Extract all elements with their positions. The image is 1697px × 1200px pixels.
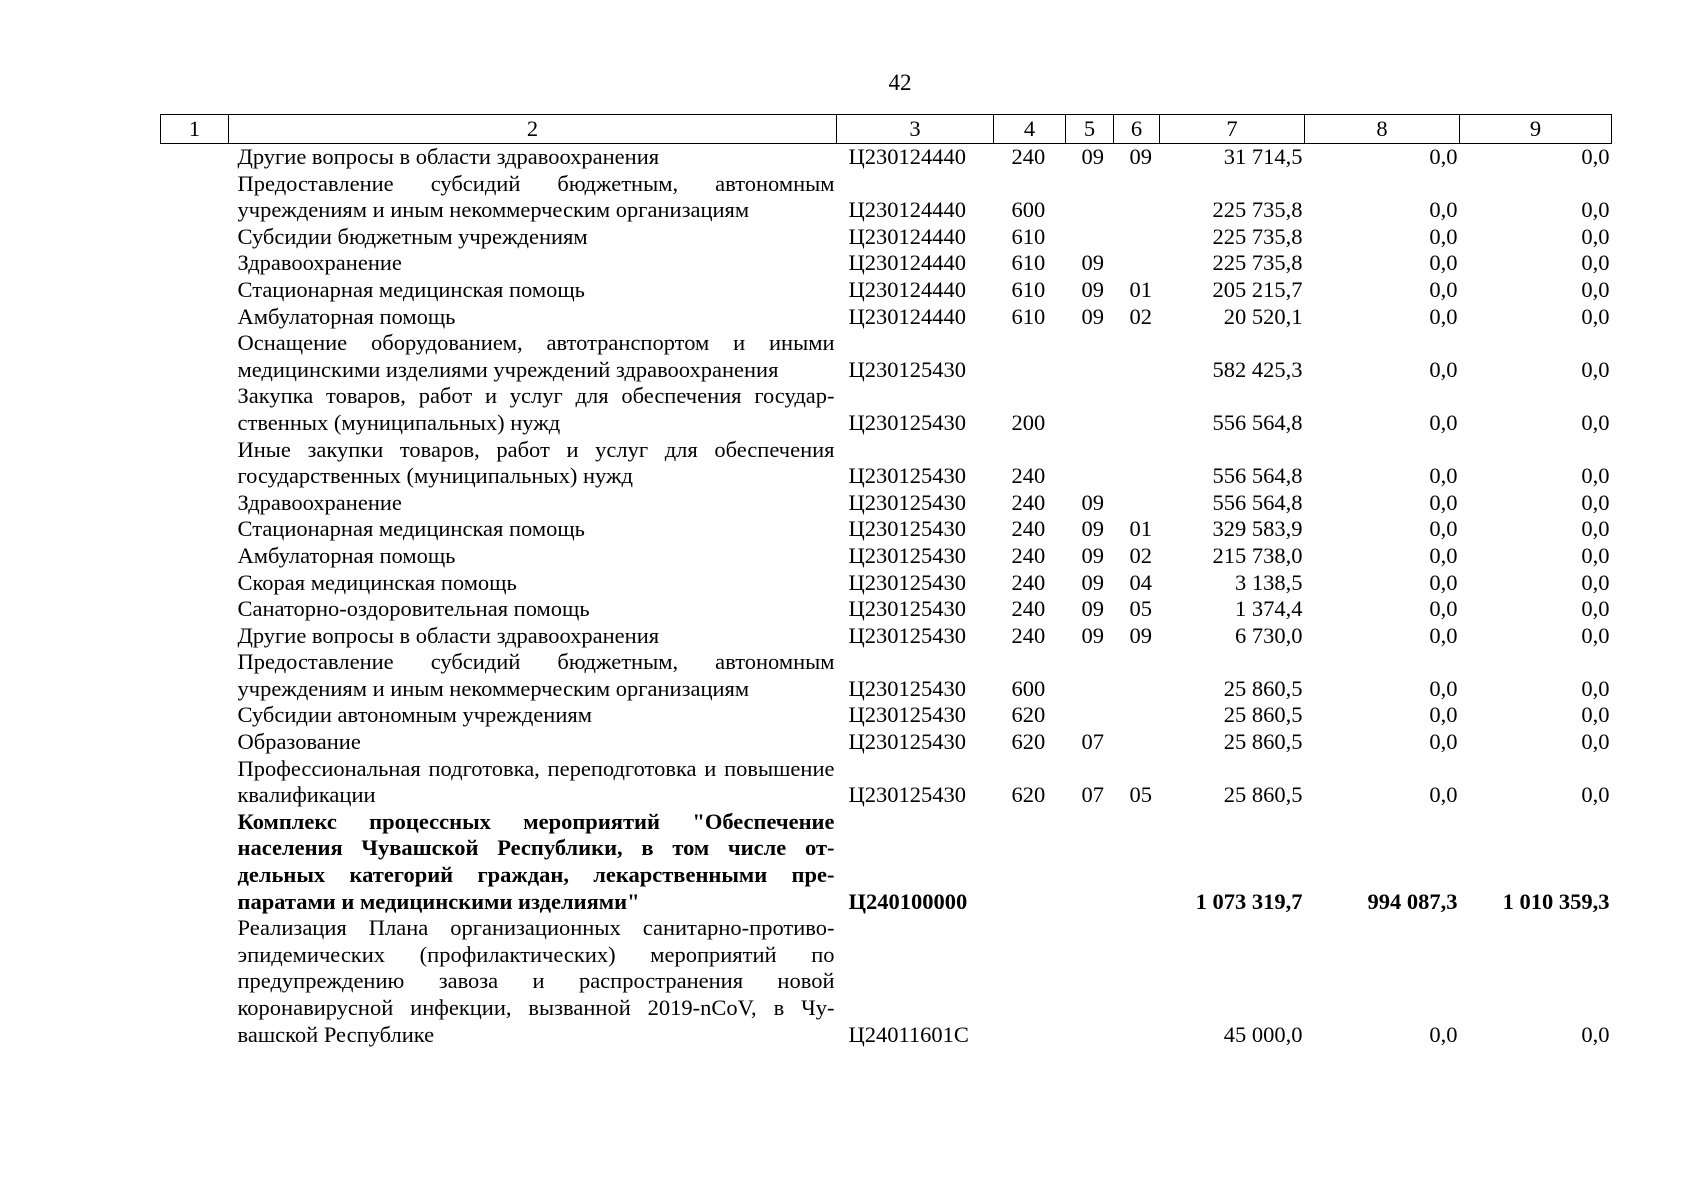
row-number-cell <box>161 649 229 702</box>
row-subsection <box>1114 649 1160 702</box>
row-value-3: 0,0 <box>1581 542 1610 568</box>
row-section: 09 <box>1081 622 1104 648</box>
row-value-2: 0,0 <box>1429 489 1458 515</box>
row-subsection: 01 <box>1129 516 1152 542</box>
row-value-1: 215 738,0 <box>1212 542 1303 568</box>
row-group <box>994 915 1066 1048</box>
row-value-2: 0,0 <box>1429 542 1458 568</box>
row-group: 200 <box>1011 409 1046 435</box>
row-value-2: 0,0 <box>1429 356 1458 382</box>
row-group: 610 <box>1011 250 1046 276</box>
table-row <box>161 171 1612 224</box>
row-value-1: 329 583,9 <box>1212 516 1303 542</box>
table-row <box>161 729 1612 756</box>
table-row <box>161 330 1612 383</box>
row-value-3: 0,0 <box>1581 516 1610 542</box>
row-value-3: 0,0 <box>1581 463 1610 489</box>
row-number-cell <box>161 702 229 729</box>
column-header: 9 <box>1460 115 1612 144</box>
row-name: Закупка товаров, работ и услуг для обеспечения государственных (муниципальных) нужд <box>237 383 835 435</box>
row-group: 240 <box>1011 596 1046 622</box>
table-row <box>161 224 1612 251</box>
row-code: Ц230124440 <box>848 303 966 329</box>
row-number-cell <box>161 224 229 251</box>
row-name: Санаторно-оздоровительная помощь <box>237 596 590 622</box>
row-group: 240 <box>1011 542 1046 568</box>
row-name: Иные закупки товаров, работ и услуг для обеспечения государственных (муниципальных) нужд <box>237 436 835 489</box>
row-subsection <box>1114 702 1160 729</box>
row-section: 09 <box>1081 303 1104 329</box>
row-section: 09 <box>1081 516 1104 542</box>
row-value-2: 0,0 <box>1429 782 1458 808</box>
row-name: Реализация Плана организационных санитарно-противо-эпидемических (профилактических) мероприятий по предупреждению завоза и распространения новой коронавирусной инфекции, вызванной 2019-nCoV, в Чувашской Республике <box>237 915 835 1047</box>
row-value-2: 0,0 <box>1429 463 1458 489</box>
row-value-2: 0,0 <box>1429 276 1458 302</box>
row-number-cell <box>161 570 229 597</box>
row-number-cell <box>161 304 229 331</box>
row-number-cell <box>161 729 229 756</box>
row-number-cell <box>161 809 229 915</box>
row-value-2: 0,0 <box>1429 144 1458 169</box>
row-value-3: 0,0 <box>1581 782 1610 808</box>
column-header: 2 <box>229 115 837 144</box>
row-value-3: 0,0 <box>1581 197 1610 223</box>
row-value-3: 0,0 <box>1581 622 1610 648</box>
row-value-2: 0,0 <box>1429 197 1458 223</box>
column-header: 7 <box>1160 115 1305 144</box>
row-value-2: 0,0 <box>1429 303 1458 329</box>
row-number-cell <box>161 330 229 383</box>
table-row <box>161 490 1612 517</box>
row-subsection <box>1114 171 1160 224</box>
row-subsection: 05 <box>1129 596 1152 622</box>
row-code: Ц230125430 <box>848 702 966 728</box>
row-subsection <box>1114 915 1160 1048</box>
row-number-cell <box>161 144 229 171</box>
row-group: 240 <box>1011 463 1046 489</box>
row-value-1: 582 425,3 <box>1212 356 1303 382</box>
row-section: 09 <box>1081 250 1104 276</box>
row-section <box>1066 224 1114 251</box>
row-value-1: 25 860,5 <box>1223 675 1303 701</box>
row-value-3: 0,0 <box>1581 596 1610 622</box>
row-section: 09 <box>1081 144 1104 169</box>
row-code: Ц230125430 <box>848 489 966 515</box>
column-header: 4 <box>994 115 1066 144</box>
row-subsection: 09 <box>1129 144 1152 169</box>
row-name: Образование <box>237 729 361 755</box>
row-value-2: 0,0 <box>1429 596 1458 622</box>
row-value-1: 6 730,0 <box>1235 622 1303 648</box>
table-row <box>161 543 1612 570</box>
row-name: Комплекс процессных мероприятий "Обеспечение населения Чувашской Республики, в том числе отдельных категорий граждан, лекарственными препаратами и медицинскими изделиями" <box>237 808 835 914</box>
row-section <box>1066 649 1114 702</box>
row-code: Ц230125430 <box>848 542 966 568</box>
row-value-1: 25 860,5 <box>1223 782 1303 808</box>
row-group <box>994 809 1066 915</box>
row-value-2: 0,0 <box>1429 409 1458 435</box>
row-group: 600 <box>1011 675 1046 701</box>
row-section <box>1066 809 1114 915</box>
row-subsection <box>1114 729 1160 756</box>
row-value-2: 0,0 <box>1429 250 1458 276</box>
row-value-1: 225 735,8 <box>1212 223 1303 249</box>
row-name: Субсидии автономным учреждениям <box>237 702 592 728</box>
row-value-3: 0,0 <box>1581 569 1610 595</box>
row-group: 620 <box>1011 702 1046 728</box>
row-section: 09 <box>1081 542 1104 568</box>
row-code: Ц240100000 <box>848 888 968 914</box>
row-value-2: 0,0 <box>1429 1021 1458 1047</box>
row-section: 07 <box>1081 729 1104 755</box>
row-name: Здравоохранение <box>237 250 402 276</box>
row-code: Ц230125430 <box>848 622 966 648</box>
row-value-3: 0,0 <box>1581 409 1610 435</box>
row-subsection <box>1114 330 1160 383</box>
row-name: Другие вопросы в области здравоохранения <box>237 144 660 169</box>
row-code: Ц230124440 <box>848 197 966 223</box>
row-value-1: 25 860,5 <box>1223 729 1303 755</box>
row-number-cell <box>161 543 229 570</box>
row-code: Ц230125430 <box>848 729 966 755</box>
row-value-1: 556 564,8 <box>1212 409 1303 435</box>
row-subsection <box>1114 224 1160 251</box>
table-row <box>161 383 1612 436</box>
row-value-1: 20 520,1 <box>1223 303 1303 329</box>
row-group: 610 <box>1011 303 1046 329</box>
row-value-3: 0,0 <box>1581 356 1610 382</box>
row-number-cell <box>161 915 229 1048</box>
row-name: Здравоохранение <box>237 489 402 515</box>
row-value-3: 1 010 359,3 <box>1502 888 1610 914</box>
row-value-1: 31 714,5 <box>1223 144 1303 169</box>
row-group: 240 <box>1011 489 1046 515</box>
row-name: Стационарная медицинская помощь <box>237 516 585 542</box>
row-group: 620 <box>1011 782 1046 808</box>
row-name: Профессиональная подготовка, переподготовка и повышение квалификации <box>237 755 835 808</box>
column-header: 5 <box>1066 115 1114 144</box>
row-subsection: 01 <box>1129 276 1152 302</box>
row-number-cell <box>161 437 229 490</box>
row-value-2: 0,0 <box>1429 516 1458 542</box>
table-row <box>161 596 1612 623</box>
row-code: Ц230124440 <box>848 223 966 249</box>
row-number-cell <box>161 596 229 623</box>
row-group <box>994 330 1066 383</box>
row-value-3: 0,0 <box>1581 702 1610 728</box>
row-group: 240 <box>1011 569 1046 595</box>
column-number-row <box>161 115 1612 144</box>
table-row <box>161 570 1612 597</box>
row-subsection: 09 <box>1129 622 1152 648</box>
row-section: 09 <box>1081 276 1104 302</box>
row-number-cell <box>161 277 229 304</box>
row-code: Ц230124440 <box>848 144 966 169</box>
table-row <box>161 915 1612 1048</box>
row-section <box>1066 915 1114 1048</box>
table-row <box>161 702 1612 729</box>
row-code: Ц230124440 <box>848 276 966 302</box>
row-name: Предоставление субсидий бюджетным, автономным учреждениям и иным некоммерческим организациям <box>237 649 835 701</box>
row-code: Ц230125430 <box>848 356 966 382</box>
table-row <box>161 756 1612 809</box>
row-value-1: 556 564,8 <box>1212 489 1303 515</box>
row-value-3: 0,0 <box>1581 1021 1610 1047</box>
row-number-cell <box>161 383 229 436</box>
row-value-2: 0,0 <box>1429 622 1458 648</box>
row-name: Субсидии бюджетным учреждениям <box>237 223 588 249</box>
row-value-1: 25 860,5 <box>1223 702 1303 728</box>
row-group: 620 <box>1011 729 1046 755</box>
row-group: 600 <box>1011 197 1046 223</box>
table-row <box>161 304 1612 331</box>
row-value-1: 225 735,8 <box>1212 197 1303 223</box>
row-subsection <box>1114 809 1160 915</box>
row-group: 240 <box>1011 144 1046 169</box>
row-subsection: 05 <box>1129 782 1152 808</box>
table-row <box>161 277 1612 304</box>
row-name: Амбулаторная помощь <box>237 303 456 329</box>
row-value-3: 0,0 <box>1581 489 1610 515</box>
row-value-1: 1 374,4 <box>1235 596 1303 622</box>
row-section <box>1066 383 1114 436</box>
table-row <box>161 516 1612 543</box>
row-section: 09 <box>1081 569 1104 595</box>
row-name: Предоставление субсидий бюджетным, автономным учреждениям и иным некоммерческим организациям <box>237 170 835 223</box>
row-group: 240 <box>1011 622 1046 648</box>
table-body <box>161 144 1612 1049</box>
row-section: 07 <box>1081 782 1104 808</box>
row-number-cell <box>161 171 229 224</box>
row-code: Ц230125430 <box>848 782 966 808</box>
row-subsection: 02 <box>1129 303 1152 329</box>
row-code: Ц230125430 <box>848 463 966 489</box>
row-value-3: 0,0 <box>1581 276 1610 302</box>
row-code: Ц230125430 <box>848 569 966 595</box>
column-header: 8 <box>1305 115 1460 144</box>
row-number-cell <box>161 490 229 517</box>
row-value-1: 556 564,8 <box>1212 463 1303 489</box>
table-row <box>161 144 1612 171</box>
row-subsection <box>1114 383 1160 436</box>
row-code: Ц230125430 <box>848 516 966 542</box>
row-code: Ц230125430 <box>848 409 966 435</box>
row-name: Другие вопросы в области здравоохранения <box>237 622 660 648</box>
row-section <box>1066 437 1114 490</box>
row-value-3: 0,0 <box>1581 729 1610 755</box>
row-code: Ц230125430 <box>848 675 966 701</box>
row-number-cell <box>161 516 229 543</box>
row-value-1: 3 138,5 <box>1235 569 1303 595</box>
column-header: 1 <box>161 115 229 144</box>
row-value-2: 994 087,3 <box>1367 888 1458 914</box>
row-subsection <box>1114 490 1160 517</box>
row-name: Стационарная медицинская помощь <box>237 276 585 302</box>
row-code: Ц230124440 <box>848 250 966 276</box>
row-value-2: 0,0 <box>1429 569 1458 595</box>
row-section: 09 <box>1081 596 1104 622</box>
row-subsection <box>1114 250 1160 277</box>
table-row <box>161 649 1612 702</box>
row-value-3: 0,0 <box>1581 250 1610 276</box>
row-group: 240 <box>1011 516 1046 542</box>
table-row <box>161 623 1612 650</box>
row-group: 610 <box>1011 276 1046 302</box>
row-value-1: 45 000,0 <box>1223 1021 1303 1047</box>
row-value-3: 0,0 <box>1581 223 1610 249</box>
row-group: 610 <box>1011 223 1046 249</box>
row-value-2: 0,0 <box>1429 223 1458 249</box>
page-number: 42 <box>888 70 912 95</box>
row-value-3: 0,0 <box>1581 144 1610 169</box>
row-value-3: 0,0 <box>1581 303 1610 329</box>
row-section <box>1066 702 1114 729</box>
row-number-cell <box>161 756 229 809</box>
row-name: Скорая медицинская помощь <box>237 569 517 595</box>
row-name: Амбулаторная помощь <box>237 542 456 568</box>
row-value-3: 0,0 <box>1581 675 1610 701</box>
row-number-cell <box>161 623 229 650</box>
table-row <box>161 250 1612 277</box>
column-header: 3 <box>837 115 994 144</box>
row-code: Ц24011601С <box>848 1021 969 1047</box>
row-value-2: 0,0 <box>1429 729 1458 755</box>
row-value-2: 0,0 <box>1429 702 1458 728</box>
row-value-1: 205 215,7 <box>1212 276 1303 302</box>
table-row <box>161 809 1612 915</box>
row-subsection <box>1114 437 1160 490</box>
budget-table <box>160 114 1612 1048</box>
table-row <box>161 437 1612 490</box>
column-header: 6 <box>1114 115 1160 144</box>
row-value-2: 0,0 <box>1429 675 1458 701</box>
row-subsection: 02 <box>1129 542 1152 568</box>
row-name: Оснащение оборудованием, автотранспортом и иными медицинскими изделиями учреждений здравоохранения <box>237 330 835 382</box>
row-value-1: 1 073 319,7 <box>1195 888 1303 914</box>
row-section: 09 <box>1081 489 1104 515</box>
row-code: Ц230125430 <box>848 596 966 622</box>
row-value-1: 225 735,8 <box>1212 250 1303 276</box>
row-section <box>1066 330 1114 383</box>
row-section <box>1066 171 1114 224</box>
row-number-cell <box>161 250 229 277</box>
row-subsection: 04 <box>1129 569 1152 595</box>
